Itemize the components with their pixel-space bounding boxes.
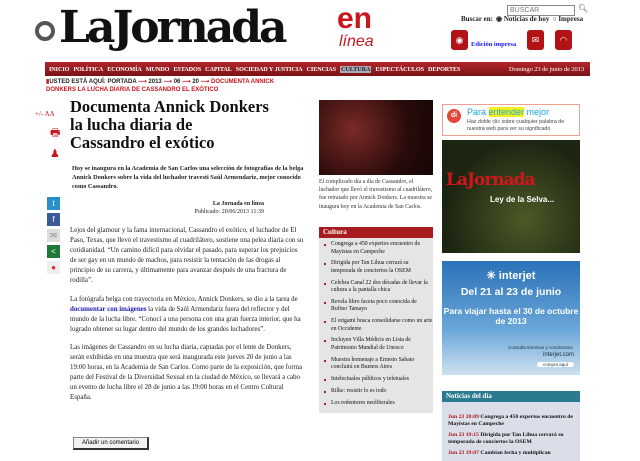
- search-scope: [458, 15, 583, 23]
- font-size-toggle[interactable]: +/- AA: [35, 110, 55, 118]
- di-icon: di: [447, 109, 461, 123]
- news-headline: Congrega a 450 expertos encuentro de Mayistas en Campeche: [448, 414, 573, 427]
- byline: [190, 200, 264, 216]
- ad-ley-de-la-selva[interactable]: [442, 140, 580, 253]
- text: La fotógrafa belga con trayectoria en México, Annick Donkers, se dio a la tarea de: [70, 295, 298, 303]
- interjet-travel: Para viajar hasta el 30 de octubre de 2013: [443, 306, 579, 326]
- edicion-impresa-link[interactable]: Edición impresa: [471, 41, 517, 48]
- email-icon[interactable]: ✉: [47, 229, 60, 242]
- breadcrumb-label: USTED ESTÁ AQUÍ:: [49, 79, 106, 85]
- add-comment-button[interactable]: Añadir un comentario: [73, 437, 149, 450]
- main-nav: [45, 62, 590, 76]
- cultura-link[interactable]: El origami busca consolidarse como un arte en Occidente: [323, 318, 433, 333]
- published-date: Publicado: 20/06/2013 11:39: [194, 209, 264, 215]
- share-icon[interactable]: <: [47, 245, 60, 258]
- news-time: Jun 23 19:07: [448, 450, 479, 456]
- interjet-dates: Del 21 al 23 de junio: [460, 286, 562, 298]
- paragraph: [70, 295, 305, 335]
- twitter-icon[interactable]: t: [47, 197, 60, 210]
- text: la vida de Saúl Armendariz fuera del reflector y del mundo de la lucha libre. “Conocí a una persona con una gran fuerza interior, que ha logrado obtener su lugar dentro del mundo de los grandes luchadores”.: [70, 305, 301, 333]
- cultura-heading: Cultura: [319, 227, 433, 238]
- nav-politica[interactable]: POLÍTICA: [73, 65, 104, 73]
- radio-today[interactable]: ◉ Noticias de hoy: [495, 15, 550, 23]
- breadcrumb: ▮USTED ESTÁ AQUÍ: PORTADA ⟶ 2013 ⟶ 06 ⟶ 20 ⟶ DOCUMENTA ANNICK DONKERS LA LUCHA DIARIA DE CASSANDRO EL EXÓTICO: [46, 79, 275, 93]
- nav-cultura[interactable]: CULTURA: [341, 65, 371, 73]
- ad-selva-text: Ley de la Selva...: [490, 195, 555, 204]
- breadcrumb-current: DOCUMENTA ANNICK DONKERS LA LUCHA DIARIA DE CASSANDRO EL EXÓTICO: [46, 79, 275, 93]
- logo-linea: línea: [339, 33, 374, 50]
- nav-inicio[interactable]: INICIO: [49, 65, 70, 73]
- cultura-link[interactable]: Rilke: resistir lo es todo: [323, 388, 433, 396]
- send-person-icon[interactable]: ♟: [50, 148, 60, 160]
- news-headline: Dirigida por Tan Lihua cerrará su temporada de conciertos la OSEM: [448, 432, 564, 445]
- breadcrumb-portada[interactable]: PORTADA: [107, 79, 137, 85]
- nav-ciencias[interactable]: CIENCIAS: [306, 65, 336, 73]
- ad-interjet[interactable]: [442, 261, 580, 375]
- cultura-link[interactable]: Intelectuales públicos y teletuales: [323, 376, 433, 384]
- documentar-link[interactable]: documentar con imágenes: [70, 305, 147, 313]
- breadcrumb-sep: ⟶: [163, 79, 173, 85]
- paragraph: Lejos del glamour y la fama internacional, Cassandro el exótico, el luchador de El Paso, Texas, que llevó el travestismo al cuadrilátero, sostiene una pelea diaria con su cotidianidad. “Un camino difícil para olvidar el pasado, para superar los prejuicios de ser gay en un mundo de machos, para resistir la tentación de las drogas al principio de su carrera, y últimamente para avanzar después de una fractura de rodilla”.: [70, 227, 304, 285]
- bookmark-icon[interactable]: ●: [47, 261, 60, 274]
- search-icon[interactable]: 🔍︎: [578, 4, 589, 13]
- interjet-terms: Consulta términos y condiciones.: [507, 345, 574, 350]
- print-edition-icon[interactable]: ◉: [451, 30, 468, 50]
- nav-mundo[interactable]: MUNDO: [145, 65, 170, 73]
- news-item[interactable]: [442, 450, 580, 457]
- cultura-link[interactable]: Los redentores neoliberales: [323, 400, 433, 408]
- facebook-icon[interactable]: f: [47, 213, 60, 226]
- radio-print[interactable]: ○ Impresa: [552, 15, 584, 23]
- breadcrumb-sep: ⟶: [200, 79, 210, 85]
- cultura-box: [319, 227, 433, 413]
- ad-selva-logo: LaJornada: [446, 170, 535, 190]
- radio-today-label: Noticias de hoy: [503, 15, 550, 23]
- logo[interactable]: [35, 2, 285, 54]
- cultura-link[interactable]: Revela libro faceta poco conocida de Rufino Tamayo: [323, 299, 433, 314]
- breadcrumb-sep: ⟶: [182, 79, 191, 85]
- nav-estados[interactable]: ESTADOS: [173, 65, 202, 73]
- article-photo[interactable]: [319, 100, 433, 175]
- ad-di-headline: [467, 107, 549, 117]
- nav-deportes[interactable]: DEPORTES: [428, 65, 461, 73]
- cultura-link[interactable]: Dirigida por Tan Lihua cerrará su temporada de conciertos la OSEM: [323, 260, 433, 275]
- text: Para: [467, 107, 489, 117]
- article-source: La Jornada en línea: [212, 201, 264, 207]
- ad-di-sub: Haz doble clic sobre cualquier palabra de nuestra web para ver su significado: [467, 119, 565, 132]
- mail-icon[interactable]: ✉: [527, 30, 544, 50]
- noticias-del-dia: [442, 391, 580, 461]
- article-title: Documenta Annick Donkers la lucha diaria de Cassandro el exótico: [70, 97, 269, 152]
- breadcrumb-month[interactable]: 06: [173, 79, 181, 85]
- news-heading: Noticias del día: [442, 391, 580, 402]
- text: mejor: [524, 107, 550, 117]
- logo-en-linea: [337, 4, 374, 50]
- news-item[interactable]: [442, 414, 580, 428]
- rss-icon[interactable]: ◠: [555, 30, 572, 50]
- cultura-link[interactable]: Muestra homenaje a Ernesto Sabato concluirá en Buenos Aires: [323, 357, 433, 372]
- search-in-label: Buscar en:: [461, 15, 493, 23]
- article-body: [70, 226, 305, 412]
- nav-economia[interactable]: ECONOMÍA: [107, 65, 142, 73]
- cultura-link[interactable]: Incluyen Villa Médicis en Lista de Patrimonio Mundial de Unesco: [323, 337, 433, 352]
- nav-sociedad[interactable]: SOCIEDAD Y JUSTICIA: [235, 65, 303, 73]
- nav-capital[interactable]: CAPITAL: [205, 65, 232, 73]
- article-tools: [35, 110, 61, 277]
- print-icon[interactable]: 🖶︎: [50, 127, 61, 139]
- news-item[interactable]: [442, 432, 580, 446]
- paragraph: Las imágenes de Cassandro en su lucha diaria, captadas por el lente de Donkers, serán exhibidas en una muestra que será inaugurada este jueves 20 de junio a las 19:00 horas, en la Academia de San Carlos. Como parte de la exposición, que forma parte del Festival de la Diversidad Sexual en la ciudad de México, se llevará a cabo un evento de lucha libre el 28 de junio a las 19:00 horas en el Centro Cultural España.: [70, 343, 303, 402]
- news-headline: Cambian fecha y multiplican: [480, 450, 551, 456]
- photo-caption: El complicado día a día de Cassandro, el luchador que llevó el travestismo al cuadrilátero, fue retratado por Annick Donkers. La muestra se inaugura hoy en la Academia de San Carlos.: [319, 179, 433, 210]
- news-time: Jun 23 20:09: [448, 414, 479, 420]
- interjet-web: interjet.com: [542, 352, 574, 358]
- breadcrumb-sep: ⟶: [138, 79, 147, 85]
- nav-espectaculos[interactable]: ESPECTÁCULOS: [375, 65, 424, 73]
- current-date: Domingo 23 de junio de 2013: [508, 65, 584, 73]
- text: entender: [488, 107, 525, 117]
- cultura-link[interactable]: Congrega a 450 expertos encuentro de Mayistas en Campeche: [323, 241, 433, 256]
- article-summary: Hoy se inaugura en la Academia de San Carlos una selección de fotografías de la belga Annick Donkers sobre la vida del luchador travesti Saúl Armendariz, mejor conocido como Cassandro.: [72, 165, 304, 190]
- logo-text: LaJornada: [59, 2, 285, 53]
- news-time: Jun 23 19:15: [448, 432, 479, 438]
- sun-logo-icon: [35, 21, 55, 41]
- breadcrumb-year[interactable]: 2013: [148, 79, 162, 85]
- interjet-cta[interactable]: compra aquí: [537, 362, 574, 367]
- cultura-link[interactable]: Celebra Canal 22 dos décadas de llevar la cultura a la pantalla chica: [323, 280, 433, 295]
- radio-print-label: Impresa: [558, 15, 584, 23]
- ad-diccionario[interactable]: [442, 104, 580, 136]
- breadcrumb-day[interactable]: 20: [192, 79, 200, 85]
- logo-en: en: [337, 2, 373, 35]
- interjet-brand: ✳ interjet: [486, 270, 536, 282]
